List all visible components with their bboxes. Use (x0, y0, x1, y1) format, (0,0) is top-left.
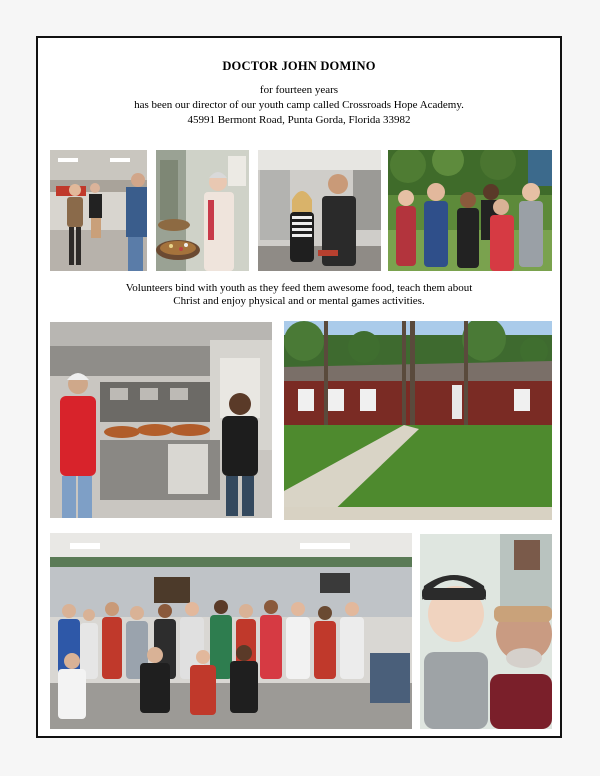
caption-line-1: Volunteers bind with youth as they feed them awesome food, teach them about (125, 282, 473, 294)
photo-camp-building (284, 321, 552, 520)
subtitle-line-2: has been our director of our youth camp called Crossroads Hope Academy. (134, 99, 464, 111)
photo-outdoor-group (388, 150, 552, 271)
photo-dining-hall-group (50, 533, 412, 729)
photo-kitchen-volunteers (258, 150, 381, 271)
page-title: DOCTOR JOHN DOMINO (222, 59, 376, 73)
subtitle-line-1: for fourteen years (259, 84, 339, 96)
photo-selfie (420, 534, 552, 729)
caption-line-2: Christ and enjoy physical and or mental games activities. (173, 295, 425, 307)
address-line: 45991 Bermont Road, Punta Gorda, Florida 33982 (187, 114, 411, 126)
photo-dining-hall-volunteers (50, 150, 147, 271)
document-page (36, 36, 562, 738)
photo-breakfast-kitchen (50, 322, 272, 518)
photo-serving-food (156, 150, 249, 271)
